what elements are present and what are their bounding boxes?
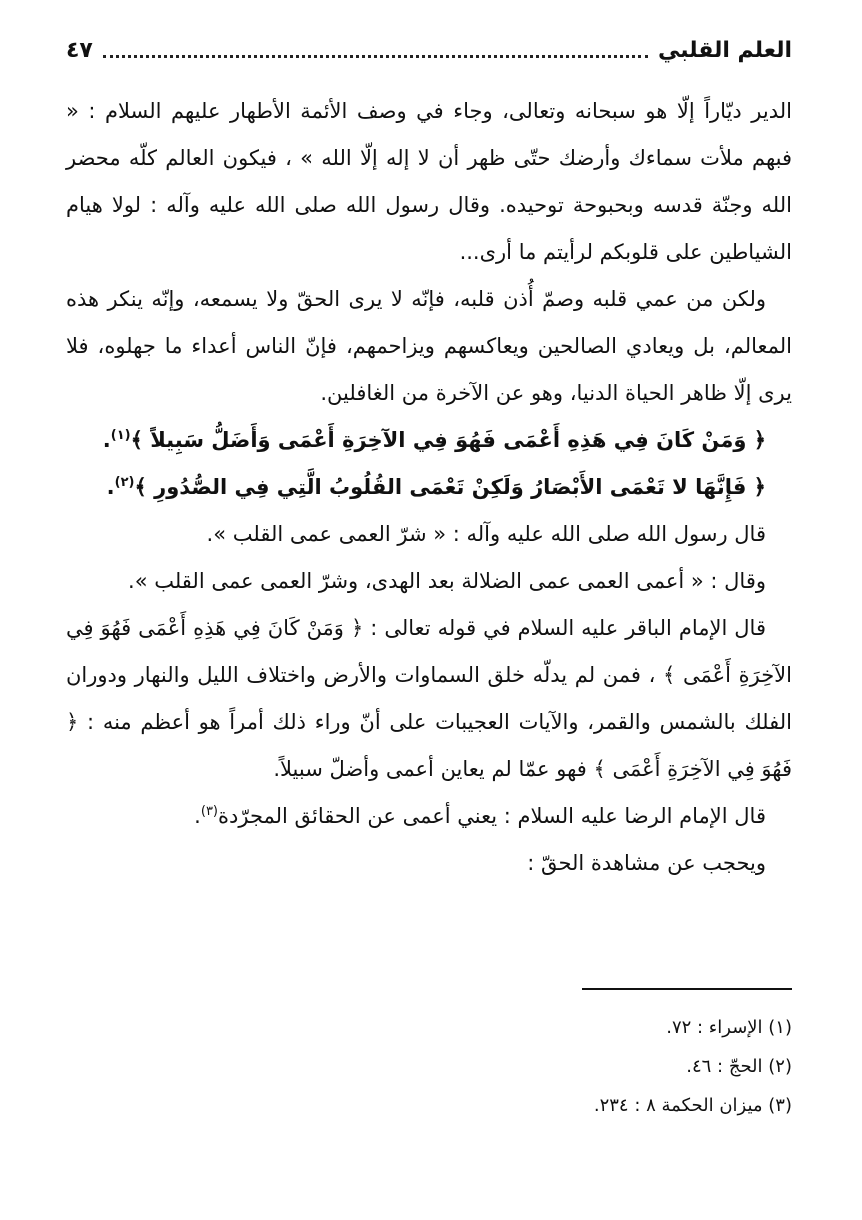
dotted-leader xyxy=(103,55,648,58)
running-title: العلم القلبي xyxy=(658,37,792,63)
footnote-3: (٣) ميزان الحكمة ٨ : ٢٣٤. xyxy=(593,1095,792,1116)
quran-verse-1 xyxy=(66,417,792,464)
paragraph-baqir xyxy=(66,605,792,793)
paragraph-2 xyxy=(66,276,792,417)
verse-tail: . xyxy=(106,475,115,499)
footnote-marker-1: (١) xyxy=(110,428,131,443)
verse-tail: . xyxy=(102,428,111,452)
footnotes xyxy=(66,1008,792,1125)
footnote-2: (٢) الحجّ : ٤٦. xyxy=(686,1056,792,1077)
paragraph-last xyxy=(66,840,792,887)
paragraph-text: قال الإمام الباقر عليه السلام في قوله تعالى : ﴿ وَمَنْ كَانَ فِي هَذِهِ أَعْمَى فَهُوَ فِي الآخِرَةِ أَعْمَى ﴾ ، فمن لم يدلّه خلق السماوات والأرض واختلاف الليل والنهار ودوران الفلك بالشمس والقمر، والآيات العجيبات على أنّ وراء ذلك أمراً هو أعظم منه : ﴿ فَهُوَ فِي الآخِرَةِ أَعْمَى ﴾ فهو عمّا لم يعاين أعمى وأضلّ سبيلاً. xyxy=(66,616,792,781)
page-number: ٤٧ xyxy=(66,37,93,63)
quran-verse-2 xyxy=(66,464,792,511)
paragraph-hadith-1 xyxy=(66,511,792,558)
paragraph-rida xyxy=(66,793,792,840)
paragraph-text: قال الإمام الرضا عليه السلام : يعني أعمى عن الحقائق المجرّدة xyxy=(218,804,766,828)
footnote-separator xyxy=(582,988,792,990)
paragraph-tail: . xyxy=(194,804,201,828)
verse-text: ﴿ فَإِنَّهَا لا تَعْمَى الأَبْصَارُ وَلَكِنْ تَعْمَى القُلُوبُ الَّتِي فِي الصُّدُورِ ﴾ xyxy=(134,475,766,499)
paragraph-text: قال رسول الله صلى الله عليه وآله : « شرّ العمى عمى القلب ». xyxy=(206,522,766,546)
page-header xyxy=(66,30,792,70)
paragraph-text: الدير ديّاراً إلّا هو سبحانه وتعالى، وجاء في وصف الأئمة الأطهار عليهم السلام : « فبهم ملأت سماءك وأرضك حتّى ظهر أن لا إله إلّا الله » ، فيكون العالم كلّه محضر الله وجنّة قدسه وبحبوحة توحيده. وقال رسول الله صلى الله عليه وآله : لولا هيام الشياطين على قلوبكم لرأيتم ما أرى... xyxy=(66,99,792,264)
paragraph-1 xyxy=(66,88,792,276)
footnote-1: (١) الإسراء : ٧٢. xyxy=(666,1017,792,1038)
footnote-marker-2: (٢) xyxy=(114,475,135,490)
paragraph-text: وقال : « أعمى العمى عمى الضلالة بعد الهدى، وشرّ العمى عمى القلب ». xyxy=(128,569,766,593)
paragraph-text: ويحجب عن مشاهدة الحقّ : xyxy=(527,851,766,875)
paragraph-text: ولكن من عمي قلبه وصمّ أُذن قلبه، فإنّه لا يرى الحقّ ولا يسمعه، وإنّه ينكر هذه المعالم، بل ويعادي الصالحين ويعاكسهم ويزاحمهم، فإنّ الناس أعداء ما جهلوه، فلا يرى إلّا ظاهر الحياة الدنيا، وهو عن الآخرة من الغافلين. xyxy=(66,287,792,405)
page-body xyxy=(66,88,792,887)
paragraph-hadith-2 xyxy=(66,558,792,605)
footnote-marker-3: (٣) xyxy=(200,804,218,819)
verse-text: ﴿ وَمَنْ كَانَ فِي هَذِهِ أَعْمَى فَهُوَ فِي الآخِرَةِ أَعْمَى وَأَضَلُّ سَبِيلاً ﴾ xyxy=(130,428,766,452)
